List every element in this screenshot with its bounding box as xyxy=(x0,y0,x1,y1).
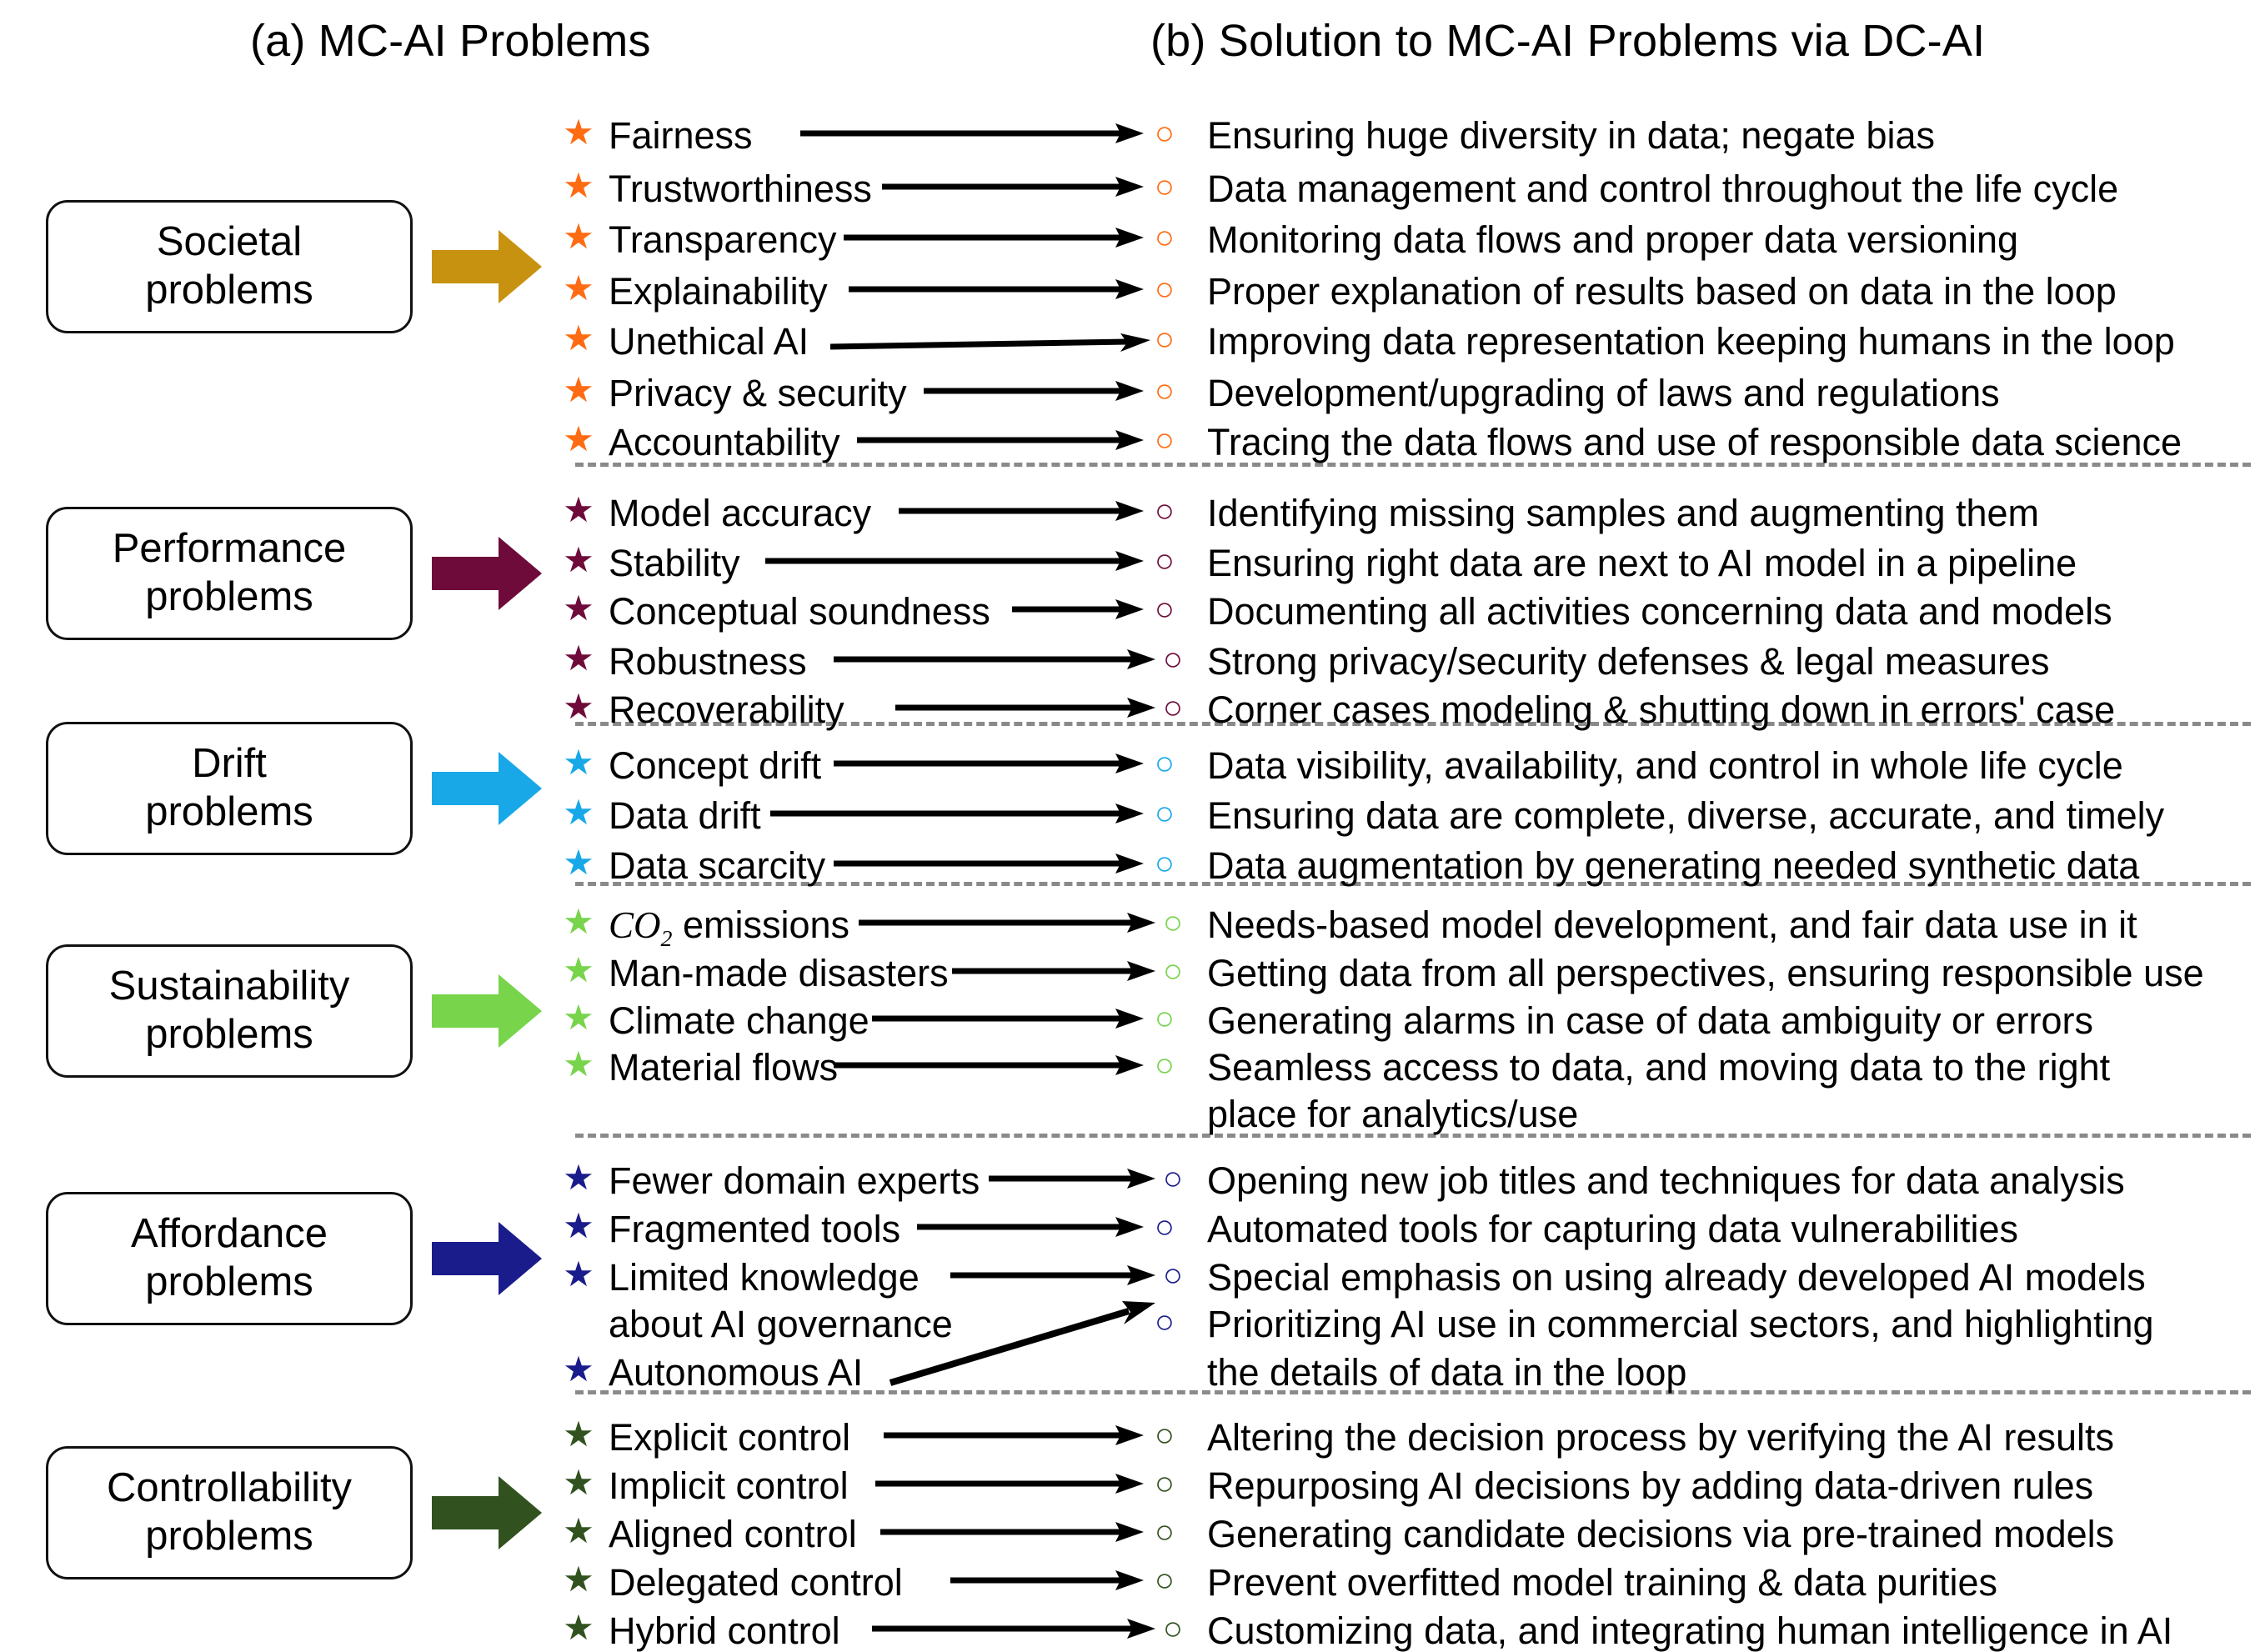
solution-bullet-icon: ○ xyxy=(1154,745,1175,782)
connector-arrow-icon xyxy=(872,1619,1155,1639)
solution-text: Needs-based model development, and fair data use in it xyxy=(1207,904,2137,946)
bullet-star-icon: ★ xyxy=(563,419,594,458)
bullet-star-icon: ★ xyxy=(563,490,594,529)
problem-label: Data drift xyxy=(609,794,761,837)
solution-bullet-icon: ○ xyxy=(1162,904,1184,941)
category-box-drift-line1: Drift xyxy=(192,741,267,787)
connector-arrow-icon xyxy=(950,1570,1144,1590)
solution-text: Seamless access to data, and moving data to the right xyxy=(1207,1046,2111,1089)
connector-arrow-icon xyxy=(834,1055,1144,1075)
solution-bullet-icon: ○ xyxy=(1162,689,1184,726)
solution-bullet-icon: ○ xyxy=(1162,953,1184,989)
bullet-star-icon: ★ xyxy=(563,318,594,358)
solution-bullet-icon: ○ xyxy=(1154,373,1175,409)
bullet-star-icon: ★ xyxy=(563,902,594,941)
solution-text: Generating candidate decisions via pre-trained models xyxy=(1207,1513,2115,1555)
solution-text: Identifying missing samples and augmenting them xyxy=(1207,492,2040,534)
category-box-affordance-line2: problems xyxy=(145,1259,313,1304)
solution-text: Improving data representation keeping humans in the loop xyxy=(1207,320,2175,363)
connector-arrow-icon xyxy=(770,803,1144,823)
connector-arrow-icon xyxy=(800,123,1144,143)
connector-arrow-icon xyxy=(834,854,1144,874)
problem-label: Unethical AI xyxy=(609,320,809,363)
connector-arrow-diagonal-icon xyxy=(890,1296,1155,1388)
solution-bullet-icon: ○ xyxy=(1162,1610,1184,1647)
solution-bullet-icon: ○ xyxy=(1154,321,1175,358)
bullet-star-icon: ★ xyxy=(563,540,594,579)
co2-formula: $CO_2$ xyxy=(609,904,673,952)
solution-bullet-icon: ○ xyxy=(1154,219,1175,256)
bullet-star-icon: ★ xyxy=(563,1414,594,1454)
solution-bullet-icon: ○ xyxy=(1162,1257,1184,1294)
bullet-star-icon: ★ xyxy=(563,113,594,152)
bullet-star-icon: ★ xyxy=(563,1559,594,1599)
solution-bullet-icon: ○ xyxy=(1154,493,1175,529)
bullet-star-icon: ★ xyxy=(563,588,594,628)
problem-label: Recoverability xyxy=(609,688,844,731)
bullet-star-icon: ★ xyxy=(563,950,594,989)
connector-arrow-icon xyxy=(952,961,1155,981)
connector-arrow-icon xyxy=(880,1522,1144,1542)
problem-label: Trustworthiness xyxy=(609,168,872,210)
solution-bullet-icon: ○ xyxy=(1154,1000,1175,1037)
solution-text: Automated tools for capturing data vulnerabilities xyxy=(1207,1208,2019,1250)
connector-arrow-icon xyxy=(899,501,1144,521)
bullet-star-icon: ★ xyxy=(563,743,594,782)
bullet-star-icon: ★ xyxy=(563,268,594,308)
solution-bullet-icon: ○ xyxy=(1154,1417,1175,1454)
bullet-star-icon: ★ xyxy=(563,638,594,678)
block-arrow-sustainability-icon xyxy=(432,971,542,1051)
solution-text: Data management and control throughout the life cycle xyxy=(1207,168,2119,210)
block-arrow-drift-icon xyxy=(432,748,542,829)
problem-label: Delegated control xyxy=(609,1561,903,1604)
connector-arrow-icon xyxy=(989,1169,1155,1189)
solution-bullet-icon: ○ xyxy=(1154,1047,1175,1084)
problem-label: Autonomous AI xyxy=(609,1351,864,1394)
solution-bullet-icon: ○ xyxy=(1162,641,1184,678)
problem-label: Transparency xyxy=(609,218,837,261)
problem-label: Fewer domain experts xyxy=(609,1159,980,1202)
problem-label: Accountability xyxy=(609,421,840,463)
problem-label: Limited knowledge xyxy=(609,1256,920,1299)
solution-bullet-icon: ○ xyxy=(1154,845,1175,882)
solution-text: Ensuring data are complete, diverse, accurate, and timely xyxy=(1207,794,2165,837)
solution-text: Strong privacy/security defenses & legal measures xyxy=(1207,640,2050,683)
connector-arrow-icon xyxy=(950,1265,1155,1285)
category-box-sustainability[interactable] xyxy=(46,944,413,1078)
solution-text: Development/upgrading of laws and regulations xyxy=(1207,372,2000,414)
solution-bullet-icon: ○ xyxy=(1162,1160,1184,1197)
solution-text: Generating alarms in case of data ambiguity or errors xyxy=(1207,999,2093,1042)
solution-bullet-icon: ○ xyxy=(1154,1514,1175,1550)
bullet-star-icon: ★ xyxy=(563,793,594,832)
solution-bullet-icon: ○ xyxy=(1154,1465,1175,1502)
solution-text-continued: the details of data in the loop xyxy=(1207,1351,1687,1394)
solution-text: Data visibility, availability, and control in whole life cycle xyxy=(1207,744,2123,787)
category-box-performance[interactable] xyxy=(46,507,413,640)
solution-text: Opening new job titles and techniques for data analysis xyxy=(1207,1159,2125,1202)
problem-label: Explainability xyxy=(609,270,828,313)
block-arrow-controllability-icon xyxy=(432,1473,542,1553)
category-box-affordance[interactable] xyxy=(46,1192,413,1325)
solution-bullet-icon: ○ xyxy=(1154,168,1175,205)
category-box-affordance-line1: Affordance xyxy=(130,1211,328,1257)
panel-b-title: (b) Solution to MC-AI Problems via DC-AI xyxy=(1150,16,1986,66)
problem-label: Fairness xyxy=(609,114,753,157)
solution-text: Monitoring data flows and proper data versioning xyxy=(1207,218,2019,261)
solution-bullet-icon: ○ xyxy=(1154,271,1175,308)
bullet-star-icon: ★ xyxy=(563,217,594,256)
connector-arrow-icon xyxy=(882,177,1144,197)
solution-text-continued: place for analytics/use xyxy=(1207,1093,1579,1135)
solution-text: Documenting all activities concerning data and models xyxy=(1207,590,2112,633)
problem-label: Privacy & security xyxy=(609,372,907,414)
bullet-star-icon: ★ xyxy=(563,998,594,1037)
problem-label-continued: about AI governance xyxy=(609,1303,953,1345)
category-box-sustainability-line2: problems xyxy=(145,1012,313,1057)
bullet-star-icon: ★ xyxy=(563,1349,594,1389)
problem-label: Concept drift xyxy=(609,744,822,787)
solution-text: Prioritizing AI use in commercial sectors, and highlighting xyxy=(1207,1303,2154,1345)
category-box-societal-line2: problems xyxy=(145,268,313,313)
problem-label: Stability xyxy=(609,542,740,584)
connector-arrow-icon xyxy=(859,913,1155,933)
connector-arrow-icon xyxy=(895,698,1155,718)
solution-bullet-icon: ○ xyxy=(1154,795,1175,832)
solution-text: Customizing data, and integrating human intelligence in AI xyxy=(1207,1609,2173,1652)
problem-label: Material flows xyxy=(609,1046,839,1089)
solution-bullet-icon: ○ xyxy=(1154,1562,1175,1599)
category-box-controllability-line1: Controllability xyxy=(106,1465,353,1511)
category-box-societal[interactable] xyxy=(46,200,413,333)
solution-text: Proper explanation of results based on data in the loop xyxy=(1207,270,2117,313)
problem-label: Implicit control xyxy=(609,1464,849,1507)
bullet-star-icon: ★ xyxy=(563,1158,594,1197)
bullet-star-icon: ★ xyxy=(563,1463,594,1502)
solution-text: Prevent overfitted model training & data purities xyxy=(1207,1561,1998,1604)
bullet-star-icon: ★ xyxy=(563,370,594,409)
solution-text: Tracing the data flows and use of responsible data science xyxy=(1207,421,2182,463)
category-box-drift[interactable] xyxy=(46,722,413,855)
category-box-performance-line1: Performance xyxy=(112,526,347,572)
solution-text: Ensuring huge diversity in data; negate bias xyxy=(1207,114,1936,157)
bullet-star-icon: ★ xyxy=(563,1608,594,1647)
solution-text: Special emphasis on using already developed AI models xyxy=(1207,1256,2146,1299)
solution-text: Getting data from all perspectives, ensuring responsible use xyxy=(1207,952,2204,994)
block-arrow-societal-icon xyxy=(432,227,542,307)
bullet-star-icon: ★ xyxy=(563,1206,594,1245)
bullet-star-icon: ★ xyxy=(563,1511,594,1550)
connector-arrow-icon xyxy=(875,1474,1144,1494)
bullet-star-icon: ★ xyxy=(563,166,594,205)
solution-text: Altering the decision process by verifying the AI results xyxy=(1207,1416,2115,1459)
connector-arrow-icon xyxy=(765,551,1144,571)
co2-emissions-word: emissions xyxy=(682,904,850,946)
category-box-controllability[interactable] xyxy=(46,1446,413,1579)
solution-text: Repurposing AI decisions by adding data-driven rules xyxy=(1207,1464,2094,1507)
problem-label: Data scarcity xyxy=(609,844,826,887)
connector-arrow-icon xyxy=(844,228,1144,248)
bullet-star-icon: ★ xyxy=(563,687,594,726)
connector-arrow-icon xyxy=(834,753,1144,773)
connector-arrow-icon xyxy=(830,333,1150,353)
block-arrow-performance-icon xyxy=(432,533,542,613)
solution-bullet-icon: ○ xyxy=(1154,1304,1175,1340)
connector-arrow-icon xyxy=(924,381,1144,401)
bullet-star-icon: ★ xyxy=(563,1044,594,1084)
bullet-star-icon: ★ xyxy=(563,843,594,882)
connector-arrow-icon xyxy=(834,649,1155,669)
bullet-star-icon: ★ xyxy=(563,1254,594,1294)
solution-bullet-icon: ○ xyxy=(1154,543,1175,579)
connector-arrow-icon xyxy=(849,279,1144,299)
problem-label xyxy=(609,906,849,951)
category-box-performance-line2: problems xyxy=(145,574,313,619)
problem-label: Conceptual soundness xyxy=(609,590,990,633)
problem-label: Model accuracy xyxy=(609,492,872,534)
solution-text: Corner cases modeling & shutting down in errors' case xyxy=(1207,688,2116,731)
connector-arrow-icon xyxy=(884,1425,1144,1445)
problem-label: Man-made disasters xyxy=(609,952,949,994)
solution-bullet-icon: ○ xyxy=(1154,1209,1175,1245)
category-box-sustainability-line1: Sustainability xyxy=(108,964,350,1009)
connector-arrow-icon xyxy=(917,1217,1144,1237)
block-arrow-affordance-icon xyxy=(432,1219,542,1299)
solution-text: Ensuring right data are next to AI model in a pipeline xyxy=(1207,542,2077,584)
solution-text: Data augmentation by generating needed synthetic data xyxy=(1207,844,2140,887)
solution-bullet-icon: ○ xyxy=(1154,422,1175,458)
category-box-controllability-line2: problems xyxy=(145,1514,313,1559)
connector-arrow-icon xyxy=(857,430,1144,450)
problem-label: Aligned control xyxy=(609,1513,857,1555)
connector-arrow-icon xyxy=(872,1009,1144,1029)
category-box-drift-line2: problems xyxy=(145,789,313,834)
problem-label: Climate change xyxy=(609,999,869,1042)
panel-a-title: (a) MC-AI Problems xyxy=(250,16,651,66)
category-box-societal-line1: Societal xyxy=(156,219,303,265)
problem-label: Explicit control xyxy=(609,1416,851,1459)
solution-bullet-icon: ○ xyxy=(1154,115,1175,152)
problem-label: Robustness xyxy=(609,640,807,683)
connector-arrow-icon xyxy=(1012,599,1144,619)
solution-bullet-icon: ○ xyxy=(1154,591,1175,628)
problem-label: Hybrid control xyxy=(609,1609,840,1652)
problem-label: Fragmented tools xyxy=(609,1208,901,1250)
